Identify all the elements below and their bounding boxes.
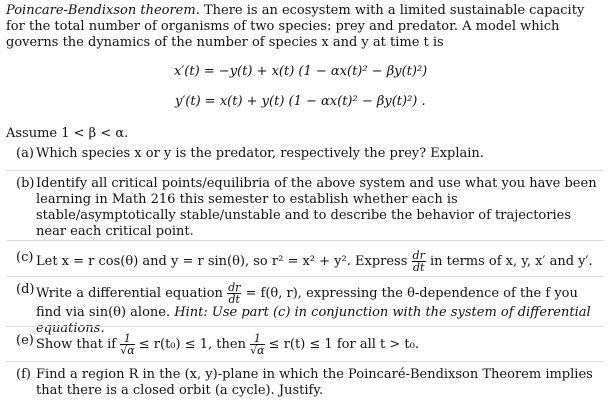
fraction-1-sqrt-alpha bbox=[120, 333, 134, 356]
fraction-1-sqrt-alpha bbox=[250, 333, 264, 356]
part-text: Identify all critical points/equilibria of the above system and use what you have been learning in Math 216 this semester to establish whether each is stable/asymptotically stable/unstable and to describe the behavior of trajectories near each critical point. bbox=[36, 176, 597, 239]
frac-den: √α bbox=[250, 344, 265, 357]
frac-den: √α bbox=[120, 344, 135, 357]
frac-num: 1 bbox=[250, 333, 264, 345]
part-b bbox=[16, 176, 604, 240]
part-text-tail: = f(θ, r), expressing the θ-dependence of the f you find via sin(θ) alone. bbox=[36, 286, 578, 320]
divider bbox=[6, 170, 604, 171]
divider bbox=[6, 326, 604, 327]
divider bbox=[6, 361, 604, 362]
intro-text: There is an ecosystem with a limited sustainable capacity for the total number of organisms of two species: prey and predator. A model which governs the dynamics of the number of species x and y at time t is bbox=[6, 3, 585, 50]
part-text-tail: ≤ r(t) ≤ 1 for all t > t₀. bbox=[268, 337, 419, 352]
hint-text: Hint: Use part (c) in conjunction with the system of differential equations. bbox=[36, 305, 591, 336]
frac-den: dt bbox=[412, 261, 425, 274]
frac-num: 1 bbox=[120, 333, 134, 345]
frac-num: dr bbox=[412, 249, 425, 262]
assumption: Assume 1 < β < α. bbox=[6, 126, 129, 141]
part-text: Find a region R in the (x, y)-plane in which the Poincaré-Bendixson Theorem implies that there is a closed orbit (a cycle). Justify. bbox=[36, 367, 593, 398]
frac-num: dr bbox=[228, 281, 241, 294]
theorem-intro bbox=[6, 3, 606, 51]
divider bbox=[6, 240, 604, 241]
fraction-dr-dt bbox=[227, 282, 241, 305]
part-label: (b) bbox=[16, 176, 35, 191]
fraction-dr-dt bbox=[412, 250, 426, 273]
part-label: (d) bbox=[16, 282, 35, 297]
part-label: (c) bbox=[16, 250, 34, 265]
frac-den: dt bbox=[228, 293, 240, 306]
part-label: (a) bbox=[16, 146, 34, 161]
equation-y-prime: y′(t) = x(t) + y(t) (1 − αx(t)² − βy(t)²) . bbox=[175, 94, 426, 109]
part-text: Let x = r cos(θ) and y = r sin(θ), so r² = x² + y². Express bbox=[36, 254, 408, 269]
part-c bbox=[16, 250, 604, 273]
part-e bbox=[16, 333, 604, 356]
part-text: Show that if bbox=[36, 337, 117, 352]
part-a bbox=[16, 146, 604, 162]
divider bbox=[6, 276, 604, 277]
part-label: (e) bbox=[16, 333, 34, 348]
part-f bbox=[16, 367, 604, 399]
part-text: Write a differential equation bbox=[36, 286, 223, 301]
part-label: (f) bbox=[16, 367, 31, 382]
equation-x-prime: x′(t) = −y(t) + x(t) (1 − αx(t)² − βy(t)²) bbox=[174, 64, 428, 79]
part-text-tail: in terms of x, y, x′ and y′. bbox=[429, 254, 593, 269]
part-text-mid: ≤ r(t₀) ≤ 1, then bbox=[138, 337, 246, 352]
part-text: Which species x or y is the predator, respectively the prey? Explain. bbox=[36, 146, 484, 161]
theorem-name: Poincare-Bendixson theorem. bbox=[6, 3, 200, 18]
part-d bbox=[16, 282, 604, 337]
